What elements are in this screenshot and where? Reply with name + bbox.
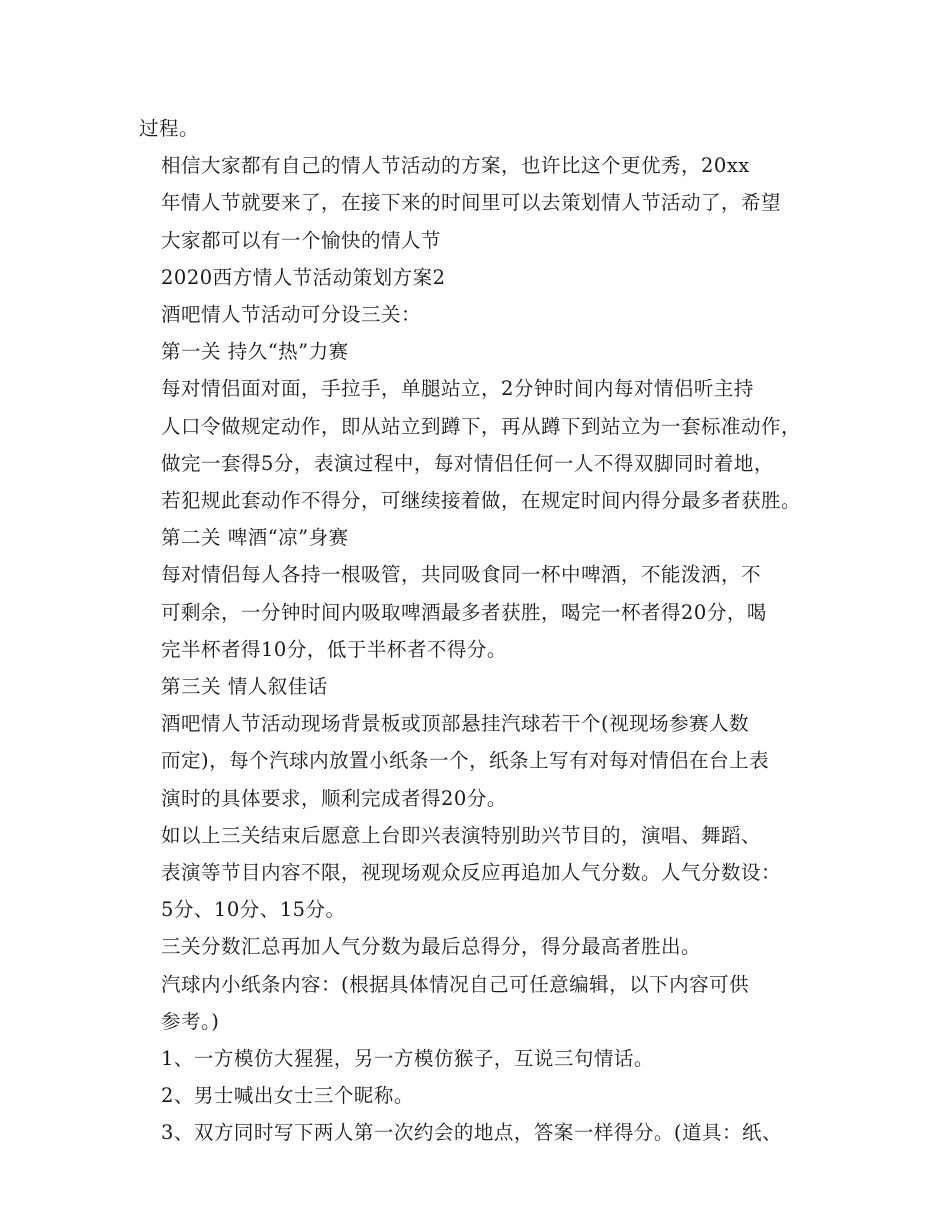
text-line: 如以上三关结束后愿意上台即兴表演特别助兴节目的，演唱、舞蹈、 <box>161 823 762 847</box>
paragraph <box>139 817 829 929</box>
paragraph <box>139 296 829 333</box>
paragraph <box>139 333 829 370</box>
document-body <box>139 110 829 1152</box>
text-line: 酒吧情人节活动现场背景板或顶部悬挂汽球若干个(视现场参赛人数 <box>161 712 750 736</box>
text-line: 完半杯者得10分，低于半杯者不得分。 <box>161 637 507 661</box>
text-line: 年情人节就要来了，在接下来的时间里可以去策划情人节活动了，希望 <box>161 191 782 215</box>
text-line: 人口令做规定动作，即从站立到蹲下，再从蹲下到站立为一套标准动作， <box>161 414 802 438</box>
text-line: 2、男士喊出女士三个昵称。 <box>161 1084 414 1108</box>
paragraph <box>139 110 829 147</box>
paragraph <box>139 556 829 668</box>
paragraph <box>139 928 829 965</box>
text-line: 演时的具体要求，顺利完成者得20分。 <box>161 786 507 810</box>
text-line: 2020西方情人节活动策划方案2 <box>161 265 446 289</box>
text-line: 第三关 情人叙佳话 <box>161 675 328 699</box>
paragraph <box>139 370 829 519</box>
text-line: 若犯规此套动作不得分，可继续接着做，在规定时间内得分最多者获胜。 <box>161 489 802 513</box>
paragraph <box>139 668 829 705</box>
text-line: 过程。 <box>139 117 200 140</box>
text-line: 可剩余，一分钟时间内吸取啤酒最多者获胜，喝完一杯者得20分，喝 <box>161 600 767 624</box>
text-line: 3、双方同时写下两人第一次约会的地点，答案一样得分。(道具：纸、 <box>161 1121 783 1145</box>
text-line: 参考。) <box>161 1009 220 1033</box>
text-line: 第一关 持久“热”力赛 <box>161 340 349 364</box>
text-line: 每对情侣面对面，手拉手，单腿站立，2分钟时间内每对情侣听主持 <box>161 377 754 401</box>
text-line: 第二关 啤酒“凉”身赛 <box>161 526 349 550</box>
text-line: 三关分数汇总再加人气分数为最后总得分，得分最高者胜出。 <box>161 935 702 959</box>
text-line: 相信大家都有自己的情人节活动的方案，也许比这个更优秀，20xx <box>161 154 750 178</box>
text-line: 1、一方模仿大猩猩，另一方模仿猴子，互说三句情话。 <box>161 1047 654 1071</box>
paragraph <box>139 147 829 259</box>
text-line: 汽球内小纸条内容：(根据具体情况自己可任意编辑，以下内容可供 <box>161 972 750 996</box>
text-line: 5分、10分、15分。 <box>161 898 346 922</box>
text-line: 大家都可以有一个愉快的情人节 <box>161 228 442 252</box>
paragraph <box>139 705 829 817</box>
text-line: 酒吧情人节活动可分设三关： <box>161 303 422 327</box>
paragraph <box>139 519 829 556</box>
paragraph <box>139 1077 829 1114</box>
paragraph <box>139 1114 829 1151</box>
text-line: 而定)，每个汽球内放置小纸条一个，纸条上写有对每对情侣在台上表 <box>161 749 770 773</box>
text-line: 做完一套得5分，表演过程中，每对情侣任何一人不得双脚同时着地， <box>161 451 774 475</box>
paragraph <box>139 966 829 1040</box>
paragraph <box>139 1040 829 1077</box>
text-line: 表演等节目内容不限，视现场观众反应再追加人气分数。人气分数设： <box>161 861 782 885</box>
text-line: 每对情侣每人各持一根吸管，共同吸食同一杯中啤酒，不能泼洒，不 <box>161 563 762 587</box>
paragraph <box>139 259 829 296</box>
